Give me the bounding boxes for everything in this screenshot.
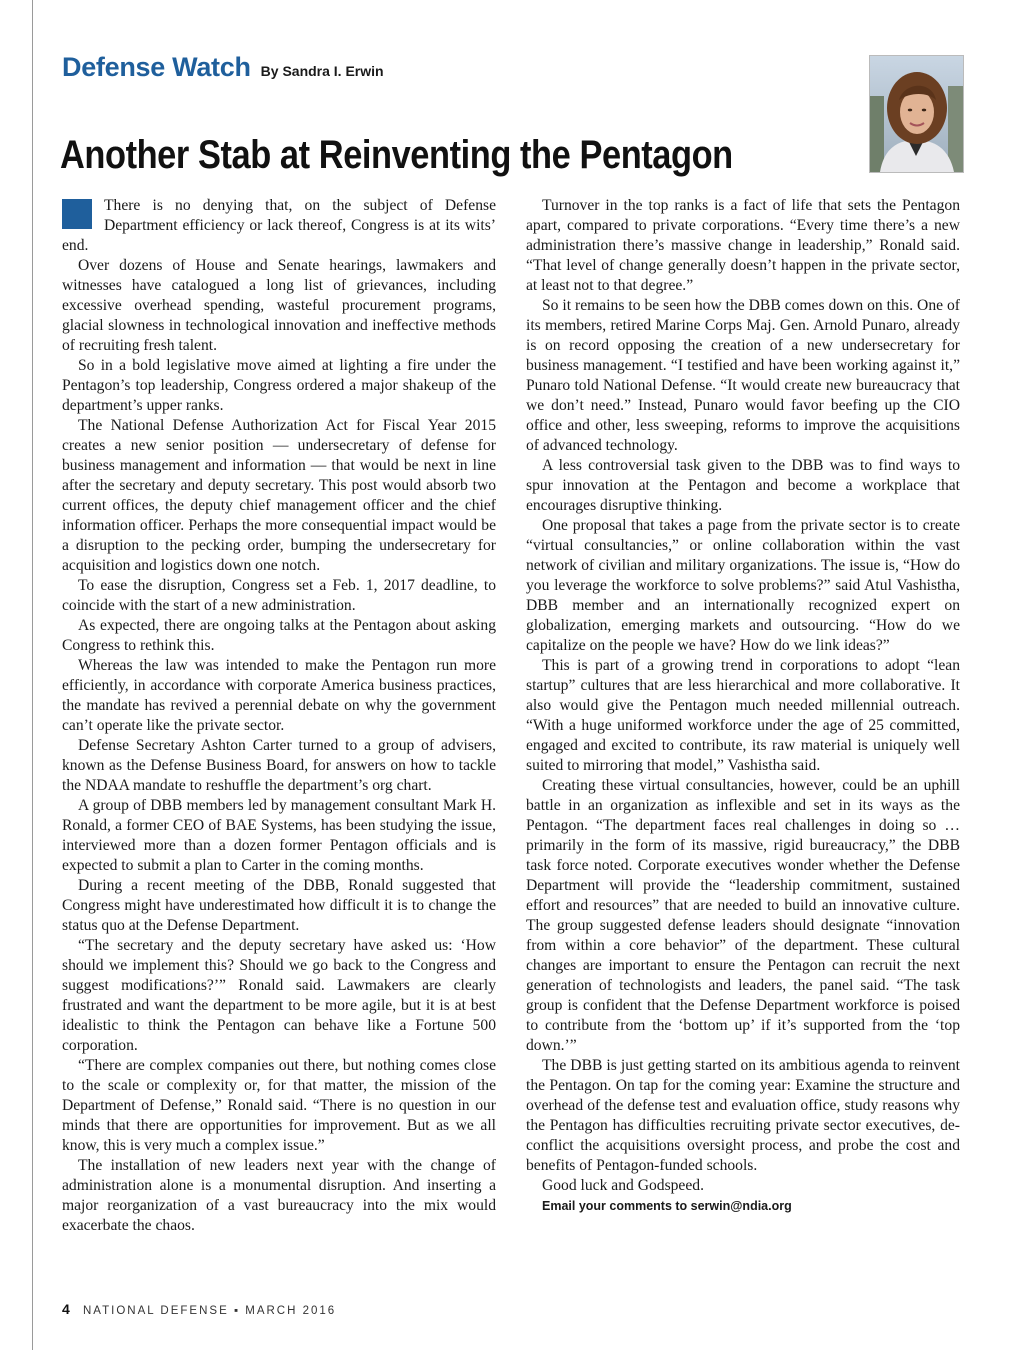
article-paragraph: Good luck and Godspeed. (542, 1177, 704, 1194)
dropcap-square (62, 199, 92, 229)
author-photo (869, 55, 964, 173)
article-paragraph: A group of DBB members led by management consultant Mark H. Ronald, a former CEO of BAE Systems, has been studying the issue, interviewed more than a dozen former Pentagon officials and is expected to submit a plan to Carter in the coming months. (62, 797, 496, 874)
footer-separator: ▪ (233, 1305, 241, 1317)
article-paragraph: Over dozens of House and Senate hearings, lawmakers and witnesses have catalogued a long list of grievances, including excessive overhead spending, wasteful procurement programs, glacial slowness in technological innovation and ineffective methods of recruiting fresh talent. (62, 257, 496, 354)
article-paragraph: The National Defense Authorization Act for Fiscal Year 2015 creates a new senior position — undersecretary of defense for business management and information — that would be next in line after the secretary and deputy secretary. This post would absorb two current offices, the deputy chief management officer and the chief information officer. Perhaps the more consequential impact would be a disruption to the pecking order, bumping the undersecretary for acquisition and logistics down one notch. (62, 417, 496, 574)
article-paragraph: A less controversial task given to the DBB was to find ways to spur innovation at the Pentagon and become a workplace that encourages disruptive thinking. (526, 457, 960, 514)
article-paragraph: “There are complex companies out there, but nothing comes close to the scale or complexity or, for that matter, the mission of the Department of Defense,” Ronald said. “There is no question in our minds that there are opportunities for improvement. But as we all know, this is very much a complex issue.” (62, 1057, 496, 1154)
email-comments-line: Email your comments to serwin@ndia.org (542, 1199, 792, 1213)
article-paragraph: There is no denying that, on the subject of Defense Department efficiency or lack thereof, Congress is at its wits’ end. (62, 197, 496, 254)
article-paragraph: So it remains to be seen how the DBB comes down on this. One of its members, retired Marine Corps Maj. Gen. Arnold Punaro, already is on record opposing the creation of a new undersecretary for business management. “I testified and have been working against it,” Punaro told National Defense. “It would create new bureaucracy that we don’t need.” Instead, Punaro would favor beefing up the CIO office and other, less sweeping, reforms to improve the acquisitions of advanced technology. (526, 297, 960, 454)
article-paragraph: Defense Secretary Ashton Carter turned to a group of advisers, known as the Defense Business Board, for answers on how to tackle the NDAA mandate to reshuffle the department’s org chart. (62, 737, 496, 794)
article-paragraph: Creating these virtual consultancies, however, could be an uphill battle in an organization as inflexible and set in its ways as the Pentagon. “The department faces real challenges in doing so … primarily in the form of its massive, rigid bureaucracy,” the DBB task force noted. Corporate executives wonder whether the Defense Department will provide the “leadership commitment, sustained effort and resources” that are needed to build an innovative culture. The group suggested defense leaders should designate “innovation from within a core behavior” of the department. These cultural changes are important to ensure the Pentagon can recruit the next generation of technologists and leaders, the panel said. “The task group is confident that the Defense Department workforce is poised to contribute from the ‘bottom up’ if it’s supported from the ‘top down.’” (526, 777, 960, 1054)
article-paragraph: Whereas the law was intended to make the Pentagon run more efficiently, in accordance with corporate America business practices, the mandate has revived a perennial debate on why the government can’t operate like the private sector. (62, 657, 496, 734)
article-paragraph: The DBB is just getting started on its ambitious agenda to reinvent the Pentagon. On tap for the coming year: Examine the structure and overhead of the defense test and evaluation office, study reasons why the Pentagon has difficulties recruiting private sector executives, de-conflict the acquisitions oversight process, and probe the cost and benefits of Pentagon-funded schools. (526, 1057, 960, 1174)
headline: Another Stab at Reinventing the Pentagon (60, 133, 733, 177)
article-paragraph: One proposal that takes a page from the private sector is to create “virtual consultancies,” or online collaboration within the vast network of civilian and military organizations. The issue is, “How do you leverage the workforce to solve problems?” said Atul Vashistha, DBB member and an internationally recognized expert on globalization, emerging markets and outsourcing. “How do we capitalize on the people we have? How do we link ideas?” (526, 517, 960, 654)
issue-date: MARCH 2016 (245, 1305, 337, 1317)
article-paragraph: The installation of new leaders next year with the change of administration alone is a monumental disruption. And inserting a major reorganization of a vast bureaucracy into the mix would exacerbate the chaos. (62, 1157, 496, 1234)
article-column-right (526, 196, 960, 1216)
article-paragraph: This is part of a growing trend in corporations to adopt “lean startup” cultures that are less hierarchical and more collaborative. It also would give the Pentagon much needed millennial outreach. “With a huge uniformed workforce under the age of 25 committed, engaged and excited to contribute, its raw material is uniquely well suited to mirroring that model,” Vashistha said. (526, 657, 960, 774)
page-margin-rule (32, 0, 33, 1350)
page-number: 4 (62, 1301, 70, 1317)
article-paragraph: “The secretary and the deputy secretary have asked us: ‘How should we implement this? Should we go back to the Congress and suggest modifications?’” Ronald said. Lawmakers are clearly frustrated and want the department to be more agile, but it is at best idealistic to think the Pentagon can behave like a Fortune 500 corporation. (62, 937, 496, 1054)
article-paragraph: During a recent meeting of the DBB, Ronald suggested that Congress might have underestimated how difficult it is to change the status quo at the Defense Department. (62, 877, 496, 934)
page-footer (62, 1301, 336, 1317)
column-header (62, 52, 384, 83)
article-paragraph: So in a bold legislative move aimed at lighting a fire under the Pentagon’s top leadership, Congress ordered a major shakeup of the department’s upper ranks. (62, 357, 496, 414)
article-paragraph: To ease the disruption, Congress set a Feb. 1, 2017 deadline, to coincide with the start of a new administration. (62, 577, 496, 614)
publication-name: NATIONAL DEFENSE (83, 1305, 229, 1317)
column-name: Defense Watch (62, 52, 251, 82)
article-column-left (62, 196, 496, 1236)
article-paragraph: As expected, there are ongoing talks at the Pentagon about asking Congress to rethink this. (62, 617, 496, 654)
article-paragraph: Turnover in the top ranks is a fact of life that sets the Pentagon apart, compared to private corporations. “Every time there’s a new administration there’s massive change in leadership,” Ronald said. “That level of change generally doesn’t happen in the private sector, at least not to that degree.” (526, 197, 960, 294)
byline: By Sandra I. Erwin (260, 63, 384, 79)
